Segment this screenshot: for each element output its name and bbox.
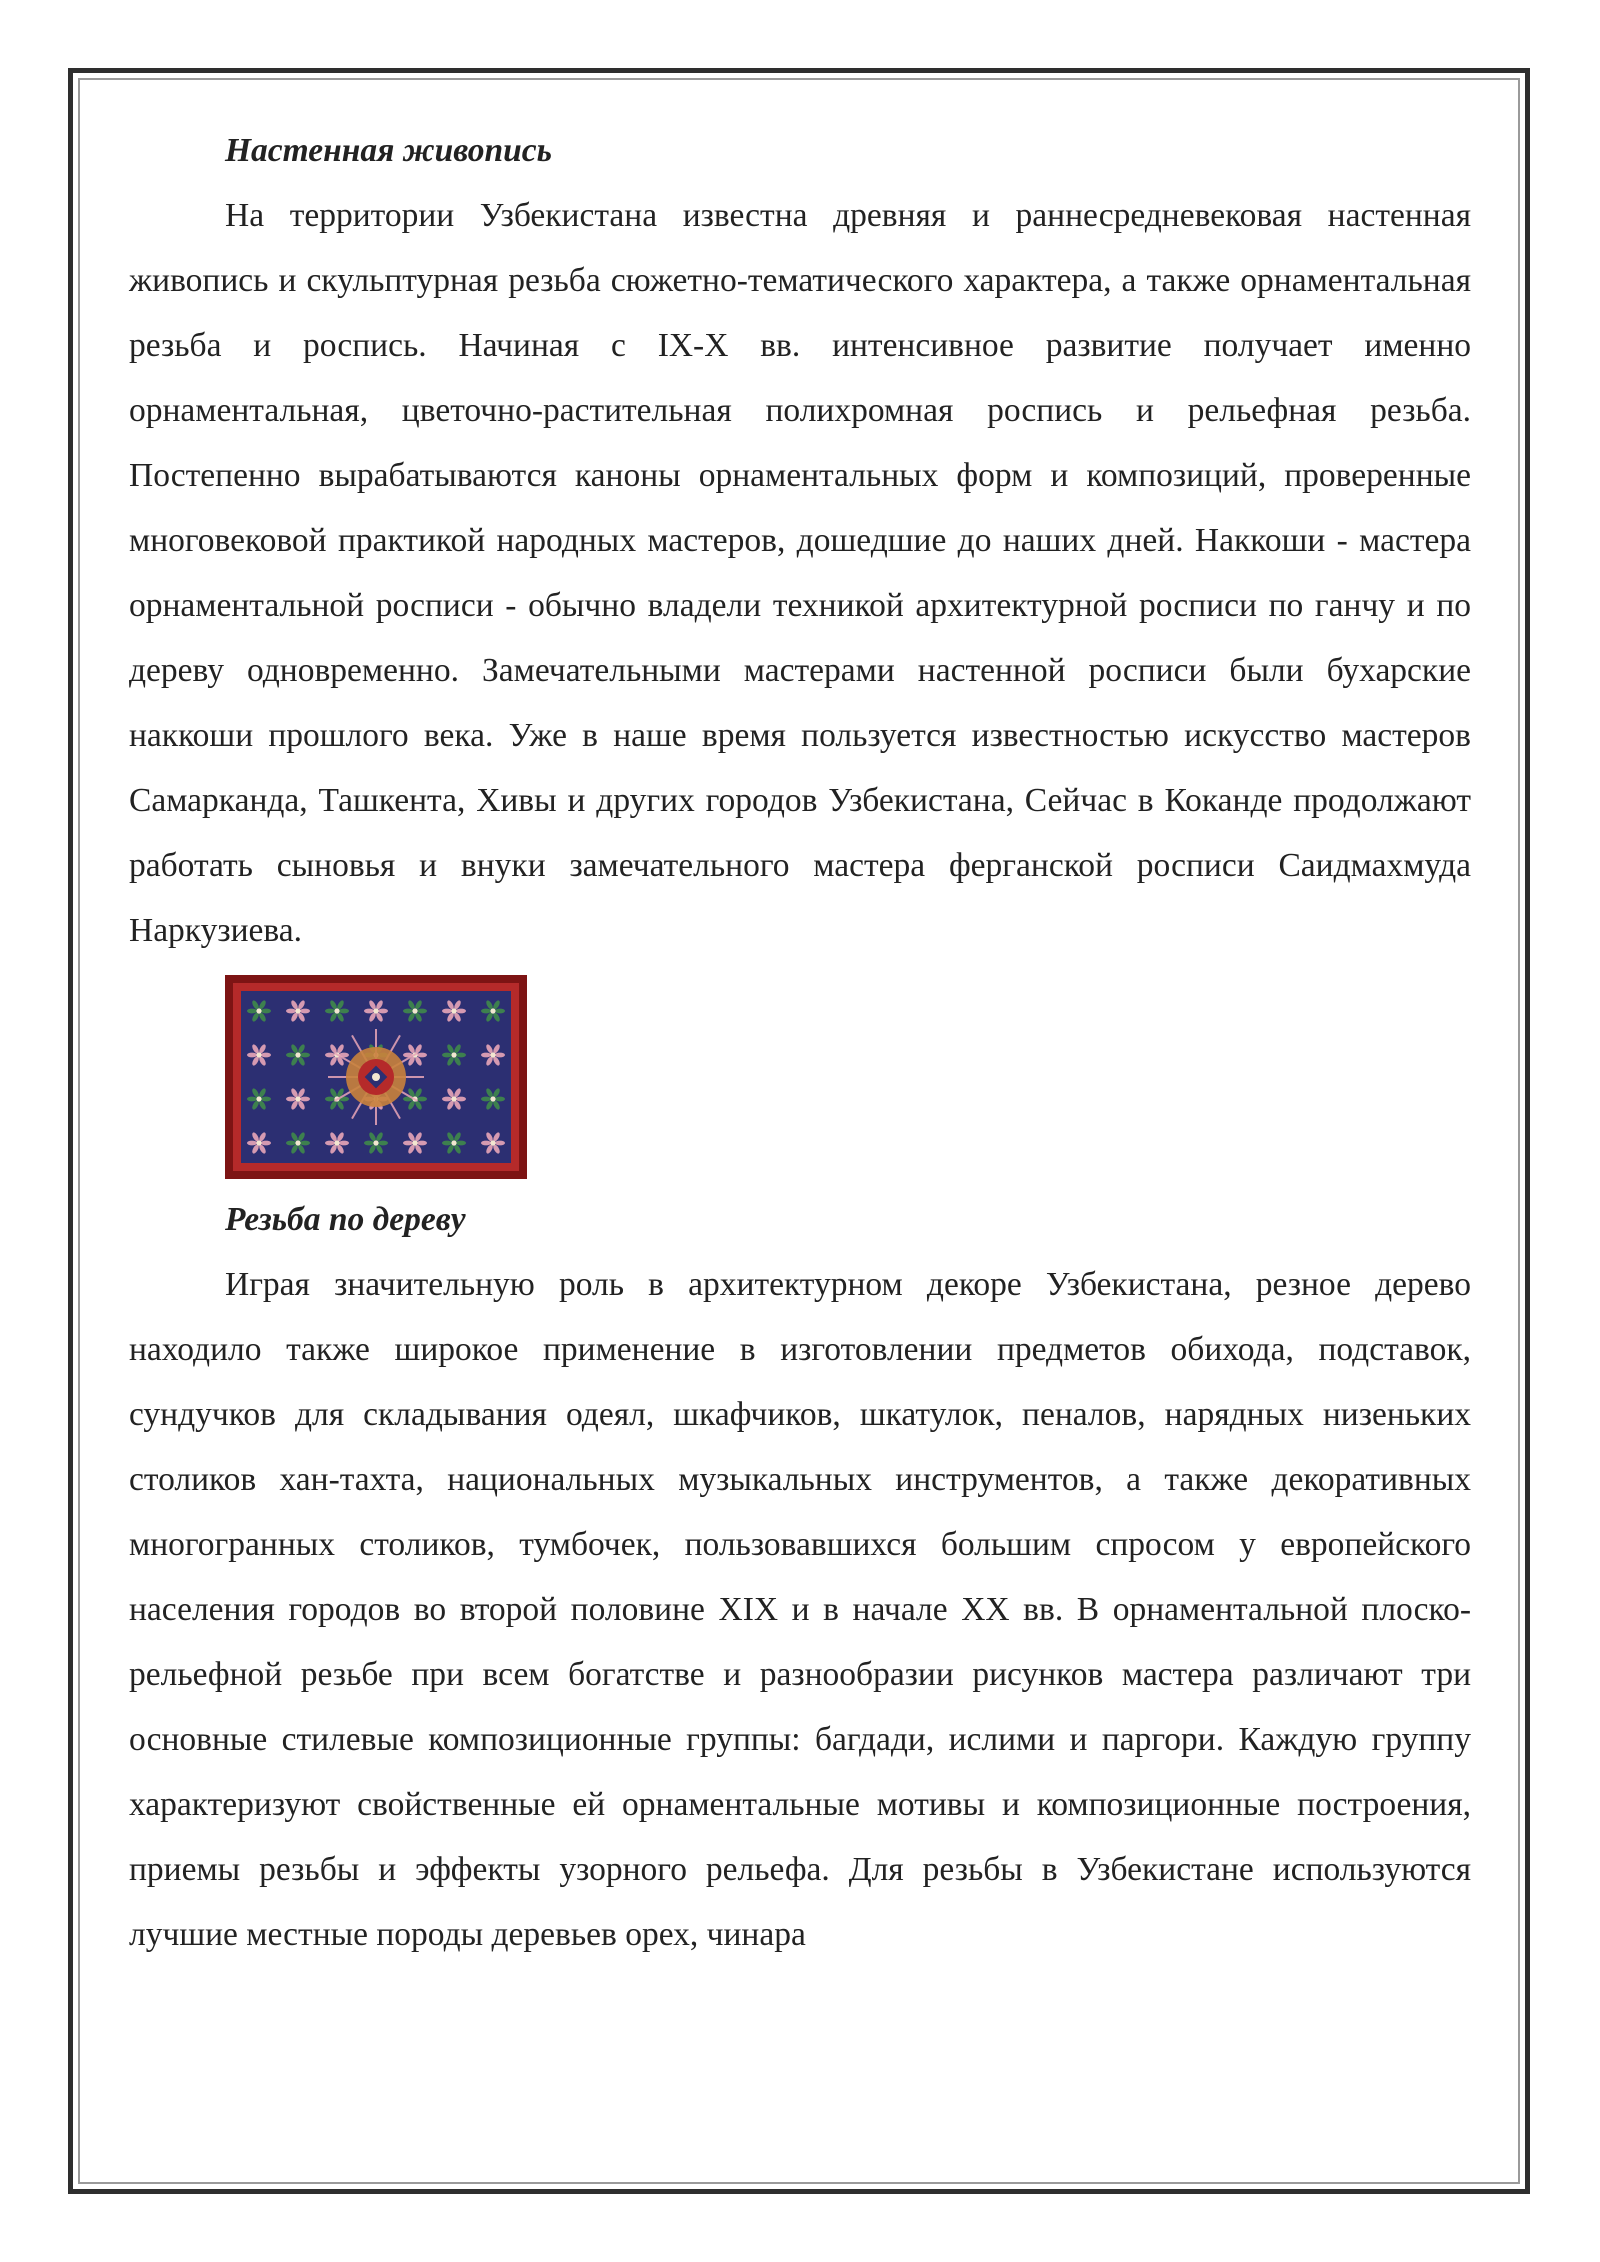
ornament-petal [300, 1097, 310, 1102]
ornament-petal [403, 1141, 413, 1146]
ornament-dot [334, 1140, 339, 1145]
ornament-petal [247, 1009, 257, 1014]
ornament-svg [225, 975, 527, 1179]
ornament-petal [495, 1053, 505, 1058]
ornament-petal [339, 1009, 349, 1014]
ornament-petal [339, 1141, 349, 1146]
ornament-petal [286, 1053, 296, 1058]
ornament-dot [412, 1140, 417, 1145]
ornament-dot [373, 1008, 378, 1013]
ornament-petal [495, 1141, 505, 1146]
ornament-petal [300, 1141, 310, 1146]
ornament-petal [417, 1097, 427, 1102]
ornament-petal [378, 1141, 388, 1146]
paragraph-wall-painting: На территории Узбекистана известна древняя и раннесредневековая настенная живопись и скульптурная резьба сюжетно-тематического характера, а также орнаментальная резьба и роспись. Начиная с IX-X вв. интенсивное развитие получает именно орнаментальная, цветочно-растительная полихромная роспись и рельефная резьба. Постепенно вырабатываются каноны орнаментальных форм и композиций, проверенные многовековой практикой народных мастеров, дошедшие до наших дней. Наккоши - мастера орнаментальной росписи - обычно владели техникой архитектурной росписи по ганчу и по дереву одновременно. Замечательными мастерами настенной росписи были бухарские наккоши прошлого века. Уже в наше время пользуется известностью искусство мастеров Самарканда, Ташкента, Хивы и других городов Узбекистана, Сейчас в Коканде продолжают работать сыновья и внуки замечательного мастера ферганской росписи Саидмахмуда Наркузиева. [129, 197, 1471, 949]
ornament-petal [364, 1009, 374, 1014]
ornament-petal [481, 1141, 491, 1146]
ornament-petal [261, 1141, 271, 1146]
section-heading-wall-painting: Настенная живопись [225, 132, 552, 169]
ornament-center-dot [372, 1073, 380, 1081]
ornament-petal [300, 1053, 310, 1058]
ornament-petal [495, 1009, 505, 1014]
ornament-petal [325, 1009, 335, 1014]
ornament-petal [378, 1009, 388, 1014]
ornament-petal [456, 1141, 466, 1146]
paragraph-wood-carving: Играя значительную роль в архитектурном декоре Узбекистана, резное дерево находило также широкое применение в изготовлении предметов обихода, подставок, сундучков для складывания одеял, шкафчиков, шкатулок, пеналов, нарядных низеньких столиков хан-тахта, национальных музыкальных инструментов, а также декоративных многогранных столиков, тумбочек, пользовавшихся большим спросом у европейского населения городов во второй половине XIX и в начале XX вв. В орнаментальной плоско-рельефной резьбе при всем богатстве и разнообразии рисунков мастера различают три основные стилевые композиционные группы: багдади, ислими и паргори. Каждую группу характеризуют свойственные ей орнаментальные мотивы и композиционные построения, приемы резьбы и эффекты узорного рельефа. Для резьбы в Узбекистане используются лучшие местные породы деревьев орех, чинара [129, 1266, 1471, 1953]
ornament-dot [295, 1140, 300, 1145]
ornament-dot [373, 1140, 378, 1145]
ornament-petal [286, 1009, 296, 1014]
ornament-dot [490, 1096, 495, 1101]
section-heading-wood-carving: Резьба по дереву [225, 1201, 466, 1238]
ornament-petal [456, 1009, 466, 1014]
document-body [129, 118, 1471, 1967]
ornament-dot [295, 1096, 300, 1101]
ornament-petal [481, 1097, 491, 1102]
ornament-petal [495, 1097, 505, 1102]
ornament-petal [442, 1097, 452, 1102]
ornament-petal [481, 1009, 491, 1014]
ornament-petal [403, 1009, 413, 1014]
ornament-dot [490, 1052, 495, 1057]
ornament-dot [451, 1052, 456, 1057]
ornament-petal [247, 1097, 257, 1102]
ornament-petal [456, 1053, 466, 1058]
ornamental-painting-image [225, 975, 527, 1179]
ornament-dot [256, 1008, 261, 1013]
ornament-petal [364, 1141, 374, 1146]
ornament-petal [417, 1141, 427, 1146]
ornament-petal [442, 1053, 452, 1058]
ornament-petal [417, 1053, 427, 1058]
ornament-dot [256, 1140, 261, 1145]
ornament-petal [261, 1053, 271, 1058]
ornament-dot [256, 1096, 261, 1101]
ornament-petal [456, 1097, 466, 1102]
ornament-petal [325, 1053, 335, 1058]
ornament-dot [256, 1052, 261, 1057]
ornament-dot [451, 1096, 456, 1101]
ornament-petal [247, 1053, 257, 1058]
ornament-petal [325, 1097, 335, 1102]
ornament-petal [442, 1009, 452, 1014]
ornament-dot [451, 1140, 456, 1145]
ornament-petal [286, 1097, 296, 1102]
ornament-petal [300, 1009, 310, 1014]
ornament-dot [490, 1140, 495, 1145]
ornament-dot [412, 1008, 417, 1013]
ornament-petal [286, 1141, 296, 1146]
ornament-petal [261, 1097, 271, 1102]
ornament-dot [295, 1052, 300, 1057]
ornament-dot [334, 1008, 339, 1013]
ornament-petal [261, 1009, 271, 1014]
ornament-dot [490, 1008, 495, 1013]
ornament-dot [451, 1008, 456, 1013]
ornament-dot [295, 1008, 300, 1013]
ornament-petal [247, 1141, 257, 1146]
ornament-petal [417, 1009, 427, 1014]
ornament-petal [442, 1141, 452, 1146]
ornament-petal [325, 1141, 335, 1146]
ornament-petal [481, 1053, 491, 1058]
